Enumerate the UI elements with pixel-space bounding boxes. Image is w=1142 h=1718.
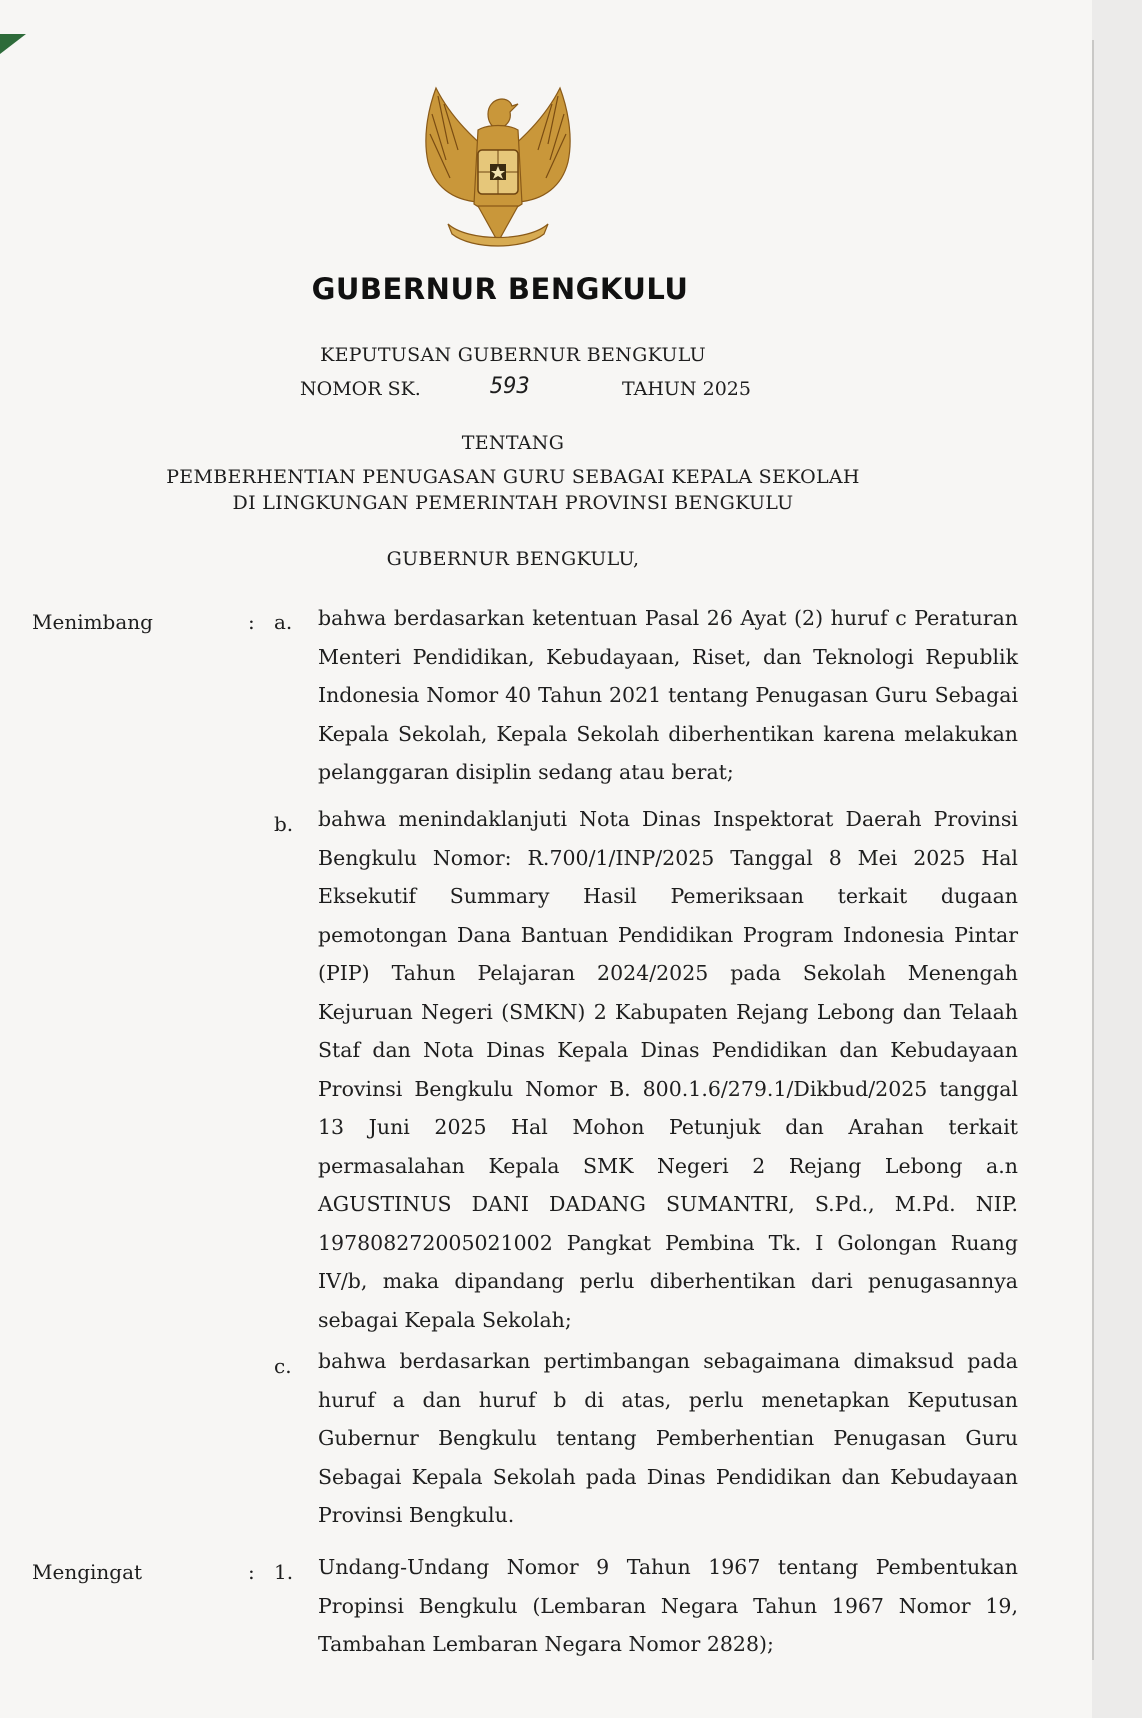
- subject-line-2: DI LINGKUNGAN PEMERINTAH PROVINSI BENGKULU: [232, 492, 794, 514]
- menimbang-colon: :: [248, 610, 255, 634]
- mengingat-item-1-text: Undang-Undang Nomor 9 Tahun 1967 tentang Pembentukan Propinsi Bengkulu (Lembaran Negara Tahun 1967 Nomor 19, Tambahan Lembaran Negara Nomor 2828);: [318, 1555, 1018, 1656]
- menimbang-item-c-text: bahwa berdasarkan pertimbangan sebagaimana dimaksud pada huruf a dan huruf b di atas, perlu menetapkan Keputusan Gubernur Bengkulu tentang Pemberhentian Penugasan Guru Sebagai Kepala Sekolah pada Dinas Pendidikan dan Kebudayaan Provinsi Bengkulu.: [318, 1349, 1018, 1527]
- menimbang-item-b-text: bahwa menindaklanjuti Nota Dinas Inspektorat Daerah Provinsi Bengkulu Nomor: R.700/1/INP/2025 Tanggal 8 Mei 2025 Hal Eksekutif Summary Hasil Pemeriksaan terkait dugaan pemotongan Dana Bantuan Pendidikan Program Indonesia Pintar (PIP) Tahun Pelajaran 2024/2025 pada Sekolah Menengah Kejuruan Negeri (SMKN) 2 Kabupaten Rejang Lebong dan Telaah Staf dan Nota Dinas Kepala Dinas Pendidikan dan Kebudayaan Provinsi Bengkulu Nomor B. 800.1.6/279.1/Dikbud/2025 tanggal 13 Juni 2025 Hal Mohon Petunjuk dan Arahan terkait permasalahan Kepala SMK Negeri 2 Rejang Lebong a.n AGUSTINUS DANI DADANG SUMANTRI, S.Pd., M.Pd. NIP. 197808272005021002 Pangkat Pembina Tk. I Golongan Ruang IV/b, maka dipandang perlu diberhentikan dari penugasannya sebagai Kepala Sekolah;: [318, 807, 1018, 1332]
- decree-title: KEPUTUSAN GUBERNUR BENGKULU: [320, 344, 706, 366]
- decree-year: TAHUN 2025: [622, 378, 751, 400]
- tentang-heading: TENTANG: [461, 432, 565, 454]
- subject-line-1: PEMBERHENTIAN PENUGASAN GURU SEBAGAI KEPALA SEKOLAH: [166, 466, 860, 488]
- menimbang-item-a-text: bahwa berdasarkan ketentuan Pasal 26 Ayat (2) huruf c Peraturan Menteri Pendidikan, Kebudayaan, Riset, dan Teknologi Republik Indonesia Nomor 40 Tahun 2021 tentang Penugasan Guru Sebagai Kepala Sekolah, Kepala Sekolah diberhentikan karena melakukan pelanggaran disiplin sedang atau berat;: [318, 606, 1018, 784]
- decree-number-label: NOMOR SK.: [300, 378, 421, 400]
- menimbang-item-c-letter: c.: [274, 1354, 292, 1378]
- issuer-line: GUBERNUR BENGKULU,: [386, 548, 640, 570]
- mengingat-label: Mengingat: [32, 1560, 143, 1584]
- menimbang-item-a-letter: a.: [274, 610, 293, 634]
- header-title: GUBERNUR BENGKULU: [311, 272, 689, 306]
- mengingat-colon: :: [248, 1560, 255, 1584]
- corner-fold-mark: [0, 34, 26, 56]
- decree-number-value: 593: [490, 374, 530, 399]
- menimbang-item-b-letter: b.: [274, 812, 294, 836]
- page-edge: [1092, 40, 1094, 1660]
- menimbang-label: Menimbang: [32, 610, 153, 634]
- garuda-emblem-icon: [408, 74, 588, 264]
- mengingat-item-1-number: 1.: [274, 1560, 294, 1584]
